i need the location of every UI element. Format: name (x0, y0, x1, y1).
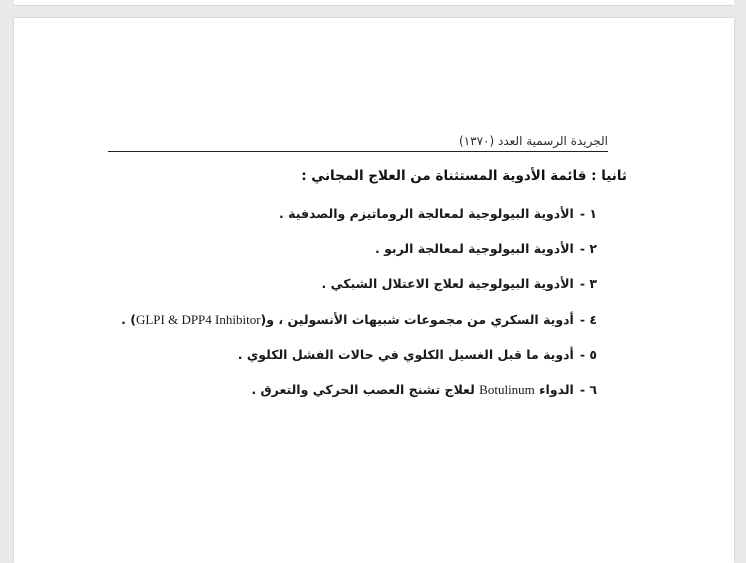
section-heading: ثانيا : قائمة الأدوية المستثناة من العلاج المجاني : (301, 168, 627, 184)
list-item-6 (251, 382, 597, 398)
item-number: ٢ - (579, 241, 597, 256)
item-text: الأدوية البيولوجية لعلاج الاعتلال الشبكي . (321, 276, 574, 291)
item-latin-term: GLPI & DPP4 Inhibitor (135, 312, 261, 327)
item-text: الدواء (539, 382, 574, 397)
item-text: الأدوية البيولوجية لمعالجة الروماتيزم والصدفية . (279, 206, 574, 221)
item-number: ٤ - (579, 312, 597, 327)
list-item-4 (121, 312, 597, 328)
item-number: ٣ - (579, 276, 597, 291)
running-header (108, 134, 608, 152)
previous-page-edge (14, 0, 734, 6)
item-text: أدوية السكري من مجموعات شبيهات الأنسولين ، و( (260, 312, 574, 327)
item-text: الأدوية البيولوجية لمعالجة الربو . (374, 241, 574, 256)
item-latin-term: Botulinum (479, 382, 535, 397)
item-text-end: لعلاج تشنج العصب الحركي والتعرق . (251, 382, 475, 397)
item-number: ٦ - (579, 382, 597, 397)
item-number: ٥ - (579, 347, 597, 362)
document-page (14, 18, 734, 563)
list-item-5 (238, 347, 597, 362)
item-text-end: ) . (121, 312, 136, 327)
list-item-2 (375, 241, 597, 256)
list-item-1 (279, 206, 597, 221)
item-number: ١ - (579, 206, 597, 221)
list-item-3 (321, 276, 597, 291)
item-text: أدوية ما قبل الغسيل الكلوي في حالات الفشل الكلوي . (237, 347, 574, 362)
header-text: الجريدة الرسمية العدد (١٣٧٠) (459, 134, 608, 148)
